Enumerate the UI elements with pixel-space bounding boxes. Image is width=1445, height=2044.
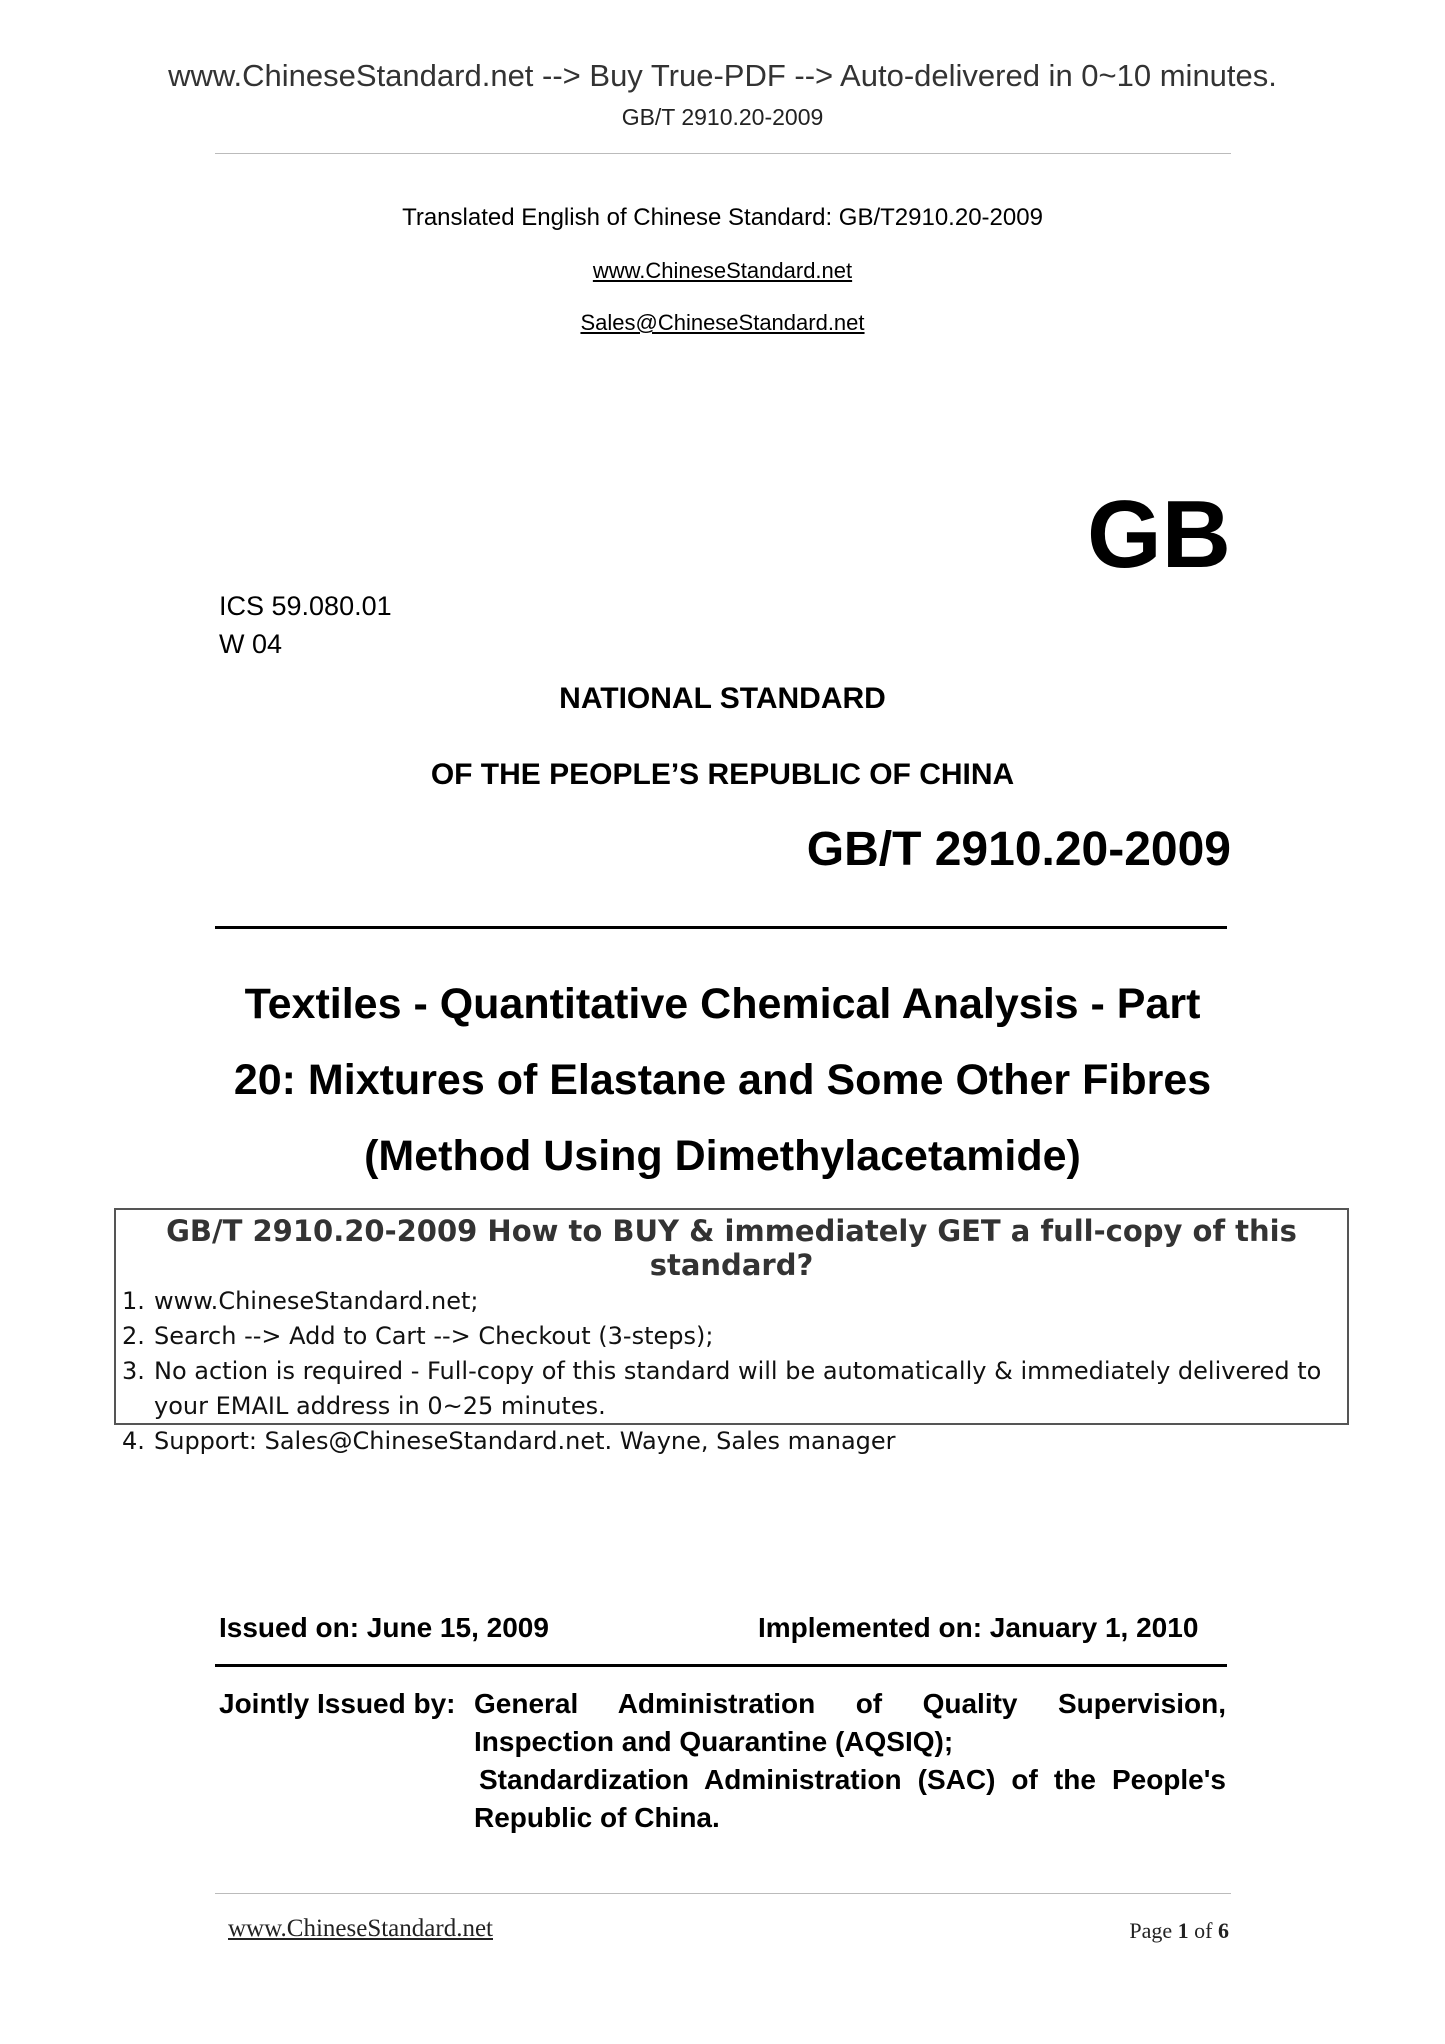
title-divider (215, 926, 1227, 929)
translated-line (0, 204, 1445, 232)
footer-website-link[interactable]: www.ChineseStandard.net (228, 1915, 493, 1942)
page-total: 6 (1218, 1918, 1229, 1943)
title-line-3: (Method Using Dimethylacetamide) (364, 1132, 1081, 1180)
page-word: Page (1129, 1918, 1173, 1943)
step-text: Search --> Add to Cart --> Checkout (3-steps); (154, 1322, 714, 1350)
of-word: of (1194, 1918, 1213, 1943)
dates-divider (215, 1664, 1227, 1667)
header-doc-code: GB/T 2910.20-2009 (621, 104, 824, 130)
classification-block (219, 587, 392, 663)
website-link[interactable]: www.ChineseStandard.net (592, 258, 853, 283)
buy-box-heading: GB/T 2910.20-2009 How to BUY & immediately GET a full-copy of this standard? (166, 1214, 1297, 1282)
title-line-2: 20: Mixtures of Elastane and Some Other Fibres (233, 1056, 1212, 1104)
w-code: W 04 (219, 629, 283, 659)
ics-code: ICS 59.080.01 (219, 591, 392, 621)
jointly-label: Jointly Issued by: (219, 1688, 456, 1719)
header-divider (215, 153, 1231, 154)
step-text: Support: Sales@ChineseStandard.net. Wayne, Sales manager (154, 1427, 896, 1455)
buy-steps-list (116, 1284, 1347, 1459)
step-number: 1. (122, 1287, 145, 1315)
issuer-line-3: Standardization Administration (SAC) of the People's (479, 1764, 1226, 1795)
implemented-date: Implemented on: January 1, 2010 (758, 1612, 1199, 1643)
buy-step (116, 1354, 1347, 1424)
document-title (0, 966, 1445, 1194)
translated-label: Translated English of Chinese Standard (402, 204, 826, 231)
translated-code: GB/T2910.20-2009 (838, 204, 1043, 231)
translated-sep: : (825, 204, 839, 231)
title-line-1: Textiles - Quantitative Chemical Analysis - Part (244, 980, 1201, 1028)
page-indicator (1129, 1918, 1229, 1944)
step-number: 4. (122, 1427, 145, 1455)
footer-divider (215, 1893, 1231, 1894)
email-link[interactable]: Sales@ChineseStandard.net (580, 310, 865, 335)
issuer-line-4: Republic of China. (474, 1802, 720, 1833)
buy-step (116, 1319, 1347, 1354)
page-number: 1 (1177, 1918, 1189, 1943)
standard-code: GB/T 2910.20-2009 (806, 823, 1231, 876)
issued-date: Issued on: June 15, 2009 (219, 1612, 549, 1643)
issuer-line-1: General Administration of Quality Supervision, (474, 1688, 1226, 1719)
buy-step (116, 1424, 1347, 1459)
gb-mark: GB (1087, 481, 1231, 588)
national-standard-line1: NATIONAL STANDARD (559, 682, 886, 715)
step-number: 2. (122, 1322, 145, 1350)
header-top-line: www.ChineseStandard.net --> Buy True-PDF --> Auto-delivered in 0~10 minutes. (168, 58, 1277, 93)
issuer-line-2: Inspection and Quarantine (AQSIQ); (474, 1726, 954, 1757)
step-number: 3. (122, 1357, 145, 1385)
step-text: www.ChineseStandard.net; (154, 1287, 479, 1315)
buy-info-box (114, 1208, 1349, 1455)
buy-step (116, 1284, 1347, 1319)
national-standard-line2: OF THE PEOPLE’S REPUBLIC OF CHINA (430, 758, 1015, 791)
step-text: No action is required - Full-copy of this standard will be automatically & immediately delivered to your EMAIL address in 0~25 minutes. (154, 1357, 1322, 1420)
jointly-issued (219, 1685, 1226, 1837)
